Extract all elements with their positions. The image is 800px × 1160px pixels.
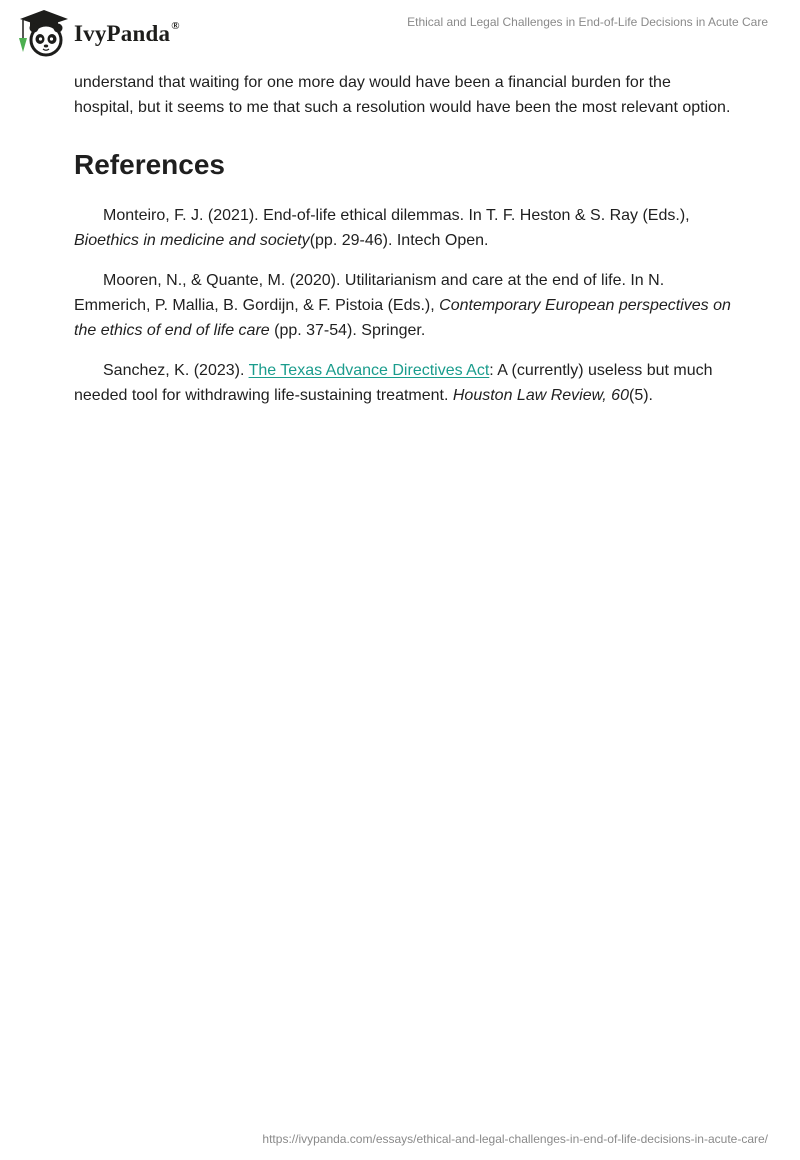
reference-item: Mooren, N., & Quante, M. (2020). Utilitarianism and care at the end of life. In N. Emmerich, P. Mallia, B. Gordijn, & F. Pistoia (Eds.), Contemporary European perspectives on the ethics of end of life care (pp. 37-54). Springer.: [74, 272, 731, 339]
ivypanda-logo[interactable]: [14, 7, 204, 59]
footer-source-url[interactable]: https://ivypanda.com/essays/ethical-and-legal-challenges-in-end-of-life-decisions-in-acute-care/: [262, 1132, 768, 1146]
references-heading: References: [74, 149, 225, 180]
reference-item: Monteiro, F. J. (2021). End-of-life ethical dilemmas. In T. F. Heston & S. Ray (Eds.), Bioethics in medicine and society(pp. 29-46). Intech Open.: [74, 207, 690, 249]
logo-wordmark: IvyPanda®: [74, 20, 180, 46]
panda-graduation-cap-icon: [14, 8, 70, 58]
page-header: [0, 0, 800, 70]
continued-paragraph: understand that waiting for one more day would have been a financial burden for the hospital, but it seems to me that such a resolution would have been the most relevant option.: [74, 74, 731, 116]
document-body: [74, 70, 734, 423]
texas-advance-directives-link[interactable]: The Texas Advance Directives Act: [248, 362, 490, 379]
running-head-title: Ethical and Legal Challenges in End-of-Life Decisions in Acute Care: [407, 15, 768, 29]
reference-item: Sanchez, K. (2023). The Texas Advance Directives Act: A (currently) useless but much needed tool for withdrawing life-sustaining treatment. Houston Law Review, 60(5).: [74, 362, 713, 404]
